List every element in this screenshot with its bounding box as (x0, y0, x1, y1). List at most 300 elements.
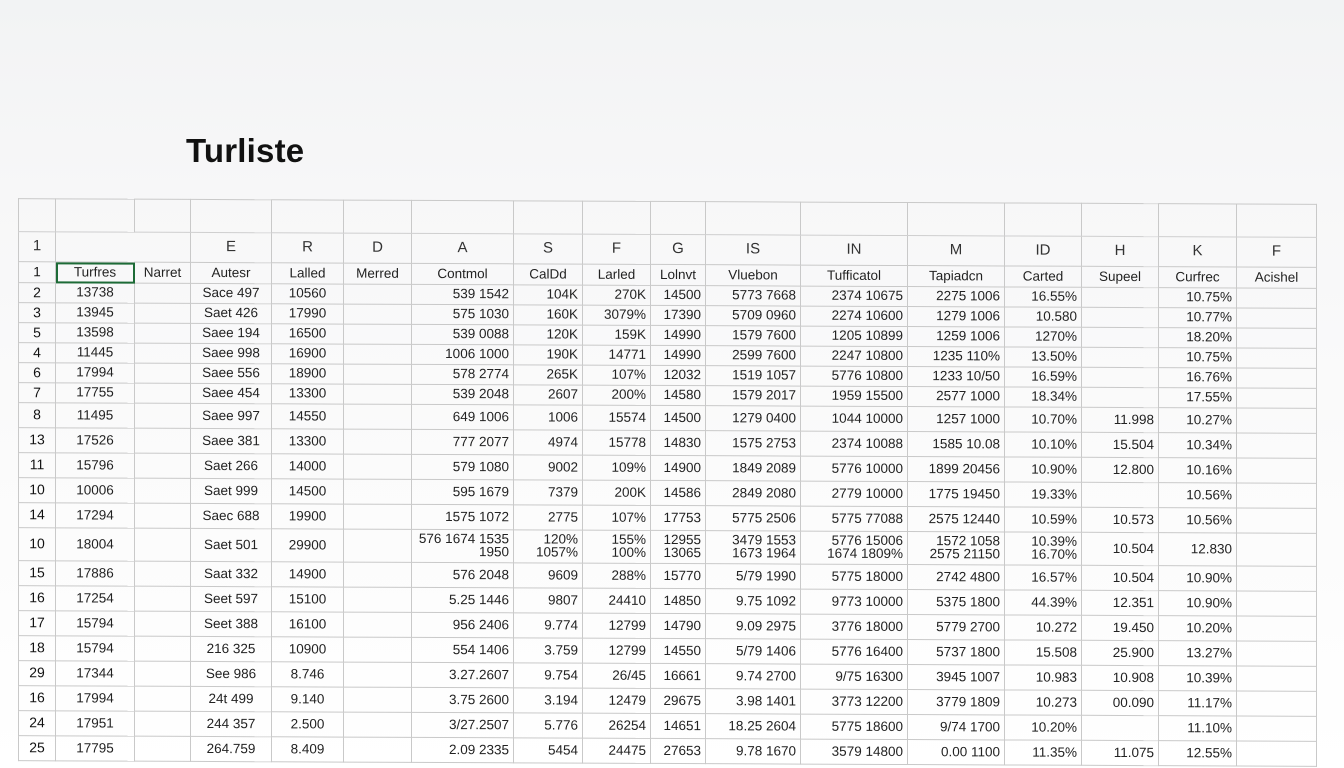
table-cell[interactable]: 1959 15500 (801, 386, 908, 406)
table-cell[interactable]: 17990 (272, 304, 344, 324)
table-cell[interactable]: 288% (583, 563, 651, 588)
table-cell[interactable] (135, 403, 191, 428)
table-cell[interactable] (1237, 328, 1317, 348)
header-cell[interactable]: Larled (583, 264, 651, 285)
table-cell[interactable]: Saee 381 (191, 428, 272, 453)
table-cell[interactable] (1237, 348, 1317, 368)
row-number[interactable]: 1 (19, 262, 56, 283)
table-cell[interactable]: 1270% (1005, 327, 1082, 347)
table-cell[interactable]: 3945 1007 (908, 665, 1005, 690)
header-cell[interactable]: Narret (135, 262, 191, 283)
row-number[interactable]: 14 (19, 503, 56, 528)
table-cell[interactable]: 14900 (272, 562, 344, 587)
table-cell[interactable]: 3.194 (514, 688, 583, 713)
table-cell[interactable]: 1235 110% (908, 347, 1005, 367)
table-cell[interactable] (344, 284, 412, 304)
header-cell[interactable]: Autesr (191, 262, 272, 283)
table-cell[interactable]: 14900 (651, 455, 706, 480)
table-cell[interactable]: Saet 501 (191, 528, 272, 561)
table-cell[interactable]: 14500 (651, 405, 706, 430)
table-cell[interactable] (1237, 691, 1317, 716)
table-cell[interactable]: 17753 (651, 505, 706, 530)
table-cell[interactable]: 5775 18600 (801, 714, 908, 739)
table-cell[interactable]: 17755 (56, 383, 135, 403)
table-cell[interactable]: 29675 (651, 688, 706, 713)
header-cell-selected[interactable]: Turfres (56, 262, 135, 283)
table-cell[interactable]: 1579 2017 (706, 386, 801, 406)
table-cell[interactable] (135, 323, 191, 343)
table-cell[interactable]: 3.27.2607 (412, 662, 514, 687)
table-cell[interactable]: 16.76% (1159, 368, 1237, 388)
table-cell[interactable]: 8.746 (272, 662, 344, 687)
table-cell[interactable]: 3.98 1401 (706, 689, 801, 714)
table-cell[interactable]: 16.59% (1005, 367, 1082, 387)
table-cell[interactable] (135, 363, 191, 383)
table-cell[interactable]: 10.90% (1159, 591, 1237, 616)
header-cell[interactable]: Vluebon (706, 265, 801, 286)
table-cell[interactable]: 3079% (583, 305, 651, 325)
table-cell[interactable]: 5/79 1406 (706, 639, 801, 664)
column-letter[interactable]: F (1237, 237, 1317, 267)
table-cell[interactable]: 15794 (56, 611, 135, 636)
table-cell[interactable] (344, 404, 412, 429)
table-cell[interactable]: 15794 (56, 636, 135, 661)
table-cell[interactable] (135, 661, 191, 686)
table-cell[interactable]: 24t 499 (191, 686, 272, 711)
table-cell[interactable]: 12799 (583, 638, 651, 663)
table-cell[interactable] (135, 611, 191, 636)
table-cell[interactable]: 16661 (651, 663, 706, 688)
table-cell[interactable]: 3.759 (514, 638, 583, 663)
table-cell[interactable]: 00.090 (1082, 690, 1159, 715)
column-letter[interactable]: E (191, 232, 272, 262)
table-cell[interactable]: 956 2406 (412, 612, 514, 637)
table-cell[interactable] (1237, 616, 1317, 641)
table-cell[interactable] (135, 636, 191, 661)
table-cell[interactable]: 270K (583, 285, 651, 305)
table-cell[interactable]: 12.830 (1159, 533, 1237, 566)
table-cell[interactable]: 14990 (651, 325, 706, 345)
table-cell[interactable]: 17886 (56, 561, 135, 586)
table-cell[interactable]: 2374 10088 (801, 431, 908, 456)
table-cell[interactable]: 14790 (651, 613, 706, 638)
table-cell[interactable]: Saet 999 (191, 478, 272, 503)
table-cell[interactable] (344, 562, 412, 587)
table-cell[interactable]: 576 2048 (412, 562, 514, 587)
table-cell[interactable]: 11.35% (1005, 740, 1082, 765)
table-cell[interactable]: 16100 (272, 612, 344, 637)
table-cell[interactable]: 18.20% (1159, 328, 1237, 348)
table-cell[interactable]: 19900 (272, 504, 344, 529)
header-cell[interactable]: Supeel (1082, 266, 1159, 287)
table-cell[interactable]: 200K (583, 480, 651, 505)
table-cell[interactable] (1237, 591, 1317, 616)
table-cell[interactable]: 575 1030 (412, 304, 514, 324)
column-letter[interactable]: IN (801, 235, 908, 265)
row-number[interactable]: 7 (19, 383, 56, 403)
table-cell[interactable] (135, 283, 191, 303)
table-cell[interactable]: 1233 10/50 (908, 367, 1005, 387)
table-cell[interactable]: 2374 10675 (801, 286, 908, 306)
table-cell[interactable]: 10.580 (1005, 307, 1082, 327)
table-cell[interactable]: 9609 (514, 563, 583, 588)
table-cell[interactable]: 10.56% (1159, 483, 1237, 508)
spreadsheet-grid[interactable] (18, 198, 1317, 767)
table-cell[interactable] (1082, 367, 1159, 387)
table-cell[interactable]: 5/79 1990 (706, 564, 801, 589)
column-letter[interactable]: IS (706, 235, 801, 265)
table-cell[interactable]: 5775 18000 (801, 564, 908, 589)
table-cell[interactable]: 2742 4800 (908, 565, 1005, 590)
table-cell[interactable] (344, 587, 412, 612)
table-cell[interactable]: 15.504 (1082, 432, 1159, 457)
table-cell[interactable]: 12.55% (1159, 741, 1237, 766)
row-number[interactable]: 3 (19, 303, 56, 323)
table-cell[interactable]: 579 1080 (412, 454, 514, 479)
table-cell[interactable]: 5776 16400 (801, 639, 908, 664)
table-cell[interactable]: 15770 (651, 563, 706, 588)
table-cell[interactable]: 3579 14800 (801, 739, 908, 764)
table-cell[interactable] (344, 712, 412, 737)
table-cell[interactable]: 15574 (583, 405, 651, 430)
header-cell[interactable]: Lalled (272, 263, 344, 284)
table-cell[interactable]: 17294 (56, 503, 135, 528)
column-letter[interactable]: H (1082, 236, 1159, 266)
table-cell[interactable]: 13.50% (1005, 347, 1082, 367)
table-cell[interactable]: 14500 (651, 285, 706, 305)
table-cell[interactable] (135, 561, 191, 586)
table-cell[interactable] (1237, 308, 1317, 328)
table-cell[interactable] (135, 711, 191, 736)
row-number[interactable]: 8 (19, 403, 56, 428)
table-cell[interactable]: 10.34% (1159, 433, 1237, 458)
table-cell[interactable]: 10.90% (1159, 566, 1237, 591)
table-cell[interactable]: 1775 19450 (908, 482, 1005, 507)
table-cell[interactable]: 5454 (514, 738, 583, 763)
table-cell[interactable]: 12799 (583, 613, 651, 638)
table-cell[interactable]: 9807 (514, 588, 583, 613)
table-cell[interactable]: 554 1406 (412, 637, 514, 662)
table-cell[interactable]: 9.78 1670 (706, 739, 801, 764)
table-cell[interactable]: 19.33% (1005, 482, 1082, 507)
table-cell[interactable]: 9.75 1092 (706, 589, 801, 614)
table-cell[interactable] (344, 454, 412, 479)
column-letter[interactable]: D (344, 233, 412, 263)
table-cell[interactable]: 17526 (56, 428, 135, 453)
table-cell[interactable]: 14000 (272, 454, 344, 479)
table-cell[interactable]: Saee 556 (191, 363, 272, 383)
table-cell[interactable]: 539 0088 (412, 324, 514, 344)
table-cell[interactable]: 5773 7668 (706, 286, 801, 306)
table-cell[interactable]: 7379 (514, 480, 583, 505)
table-cell[interactable] (1082, 327, 1159, 347)
table-cell[interactable]: 9/74 1700 (908, 715, 1005, 740)
table-cell[interactable]: 5775 2506 (706, 506, 801, 531)
table-cell[interactable]: 18900 (272, 364, 344, 384)
table-cell[interactable]: 9/75 16300 (801, 664, 908, 689)
header-cell[interactable]: Carted (1005, 266, 1082, 287)
table-cell[interactable] (135, 383, 191, 403)
table-cell[interactable] (344, 662, 412, 687)
table-cell[interactable]: 10.504 (1082, 565, 1159, 590)
table-cell[interactable]: 14550 (272, 404, 344, 429)
table-cell[interactable]: 10.573 (1082, 507, 1159, 532)
table-cell[interactable] (344, 504, 412, 529)
table-cell[interactable]: 10.16% (1159, 458, 1237, 483)
table-cell[interactable]: 5709 0960 (706, 306, 801, 326)
table-cell[interactable]: 265K (514, 365, 583, 385)
column-letter[interactable]: K (1159, 237, 1237, 267)
table-cell[interactable]: 3.75 2600 (412, 687, 514, 712)
row-number[interactable]: 5 (19, 323, 56, 343)
table-cell[interactable]: 17.55% (1159, 388, 1237, 408)
row-number[interactable]: 4 (19, 343, 56, 363)
table-cell[interactable]: 9.74 2700 (706, 664, 801, 689)
table-cell[interactable]: 1899 20456 (908, 457, 1005, 482)
row-number[interactable]: 17 (19, 611, 56, 636)
table-cell[interactable]: 200% (583, 385, 651, 405)
table-cell[interactable]: 16500 (272, 324, 344, 344)
table-cell[interactable]: 17994 (56, 686, 135, 711)
table-cell[interactable] (135, 343, 191, 363)
table-cell[interactable]: 2575 12440 (908, 507, 1005, 532)
table-cell[interactable] (1237, 716, 1317, 741)
table-cell[interactable]: 24475 (583, 738, 651, 763)
table-cell[interactable]: 2607 (514, 385, 583, 405)
table-cell[interactable] (1237, 641, 1317, 666)
table-cell[interactable]: 10.983 (1005, 665, 1082, 690)
table-cell[interactable]: Saee 997 (191, 403, 272, 428)
table-cell[interactable] (1082, 307, 1159, 327)
row-number[interactable]: 16 (19, 586, 56, 611)
table-cell[interactable]: 24410 (583, 588, 651, 613)
table-cell[interactable] (1237, 741, 1317, 766)
table-cell[interactable]: 1849 2089 (706, 456, 801, 481)
table-cell[interactable]: 5.776 (514, 713, 583, 738)
table-cell[interactable] (344, 324, 412, 344)
table-cell[interactable]: 44.39% (1005, 590, 1082, 615)
table-cell[interactable]: 14771 (583, 345, 651, 365)
table-cell[interactable]: 1585 10.08 (908, 432, 1005, 457)
table-cell[interactable]: 107% (583, 365, 651, 385)
table-cell[interactable]: 2577 1000 (908, 387, 1005, 407)
table-cell[interactable]: 17795 (56, 736, 135, 761)
header-cell[interactable]: Merred (344, 263, 412, 284)
table-cell[interactable]: 107% (583, 505, 651, 530)
table-cell[interactable] (344, 637, 412, 662)
table-cell[interactable] (1237, 458, 1317, 483)
table-cell[interactable]: 9.754 (514, 663, 583, 688)
column-letter[interactable]: A (412, 233, 514, 263)
table-cell[interactable]: 1579 7600 (706, 326, 801, 346)
table-cell[interactable]: Saet 266 (191, 453, 272, 478)
table-cell[interactable]: 0.00 1100 (908, 740, 1005, 765)
table-cell[interactable]: 13738 (56, 283, 135, 303)
table-cell[interactable]: 1279 0400 (706, 406, 801, 431)
table-cell[interactable] (135, 686, 191, 711)
table-cell[interactable]: 17994 (56, 363, 135, 383)
table-cell[interactable]: 12479 (583, 688, 651, 713)
table-cell[interactable]: 1259 1006 (908, 327, 1005, 347)
table-cell[interactable]: 15100 (272, 587, 344, 612)
header-cell[interactable]: Tapiadcn (908, 266, 1005, 287)
table-cell[interactable]: 2274 10600 (801, 306, 908, 326)
table-cell[interactable]: 11.075 (1082, 740, 1159, 765)
table-cell[interactable] (1237, 508, 1317, 533)
table-cell[interactable]: 26254 (583, 713, 651, 738)
table-cell[interactable]: 1279 1006 (908, 307, 1005, 327)
column-letter[interactable] (56, 232, 191, 263)
table-cell[interactable]: 17951 (56, 711, 135, 736)
table-cell[interactable]: 1205 10899 (801, 326, 908, 346)
table-cell[interactable]: 264.759 (191, 736, 272, 761)
table-cell[interactable]: 15778 (583, 430, 651, 455)
row-number[interactable]: 24 (19, 711, 56, 736)
table-cell[interactable]: 12032 (651, 365, 706, 385)
table-cell[interactable] (344, 479, 412, 504)
table-cell[interactable]: 2275 1006 (908, 287, 1005, 307)
table-cell[interactable]: 5737 1800 (908, 640, 1005, 665)
table-cell[interactable]: 3779 1809 (908, 690, 1005, 715)
table-cell[interactable]: Saat 332 (191, 561, 272, 586)
table-cell[interactable]: 14651 (651, 713, 706, 738)
table-cell[interactable]: 10.20% (1005, 715, 1082, 740)
table-cell[interactable]: 576 1674 1535 1950 (412, 529, 514, 562)
table-cell[interactable]: 2775 (514, 505, 583, 530)
table-cell[interactable]: 10.39% (1159, 666, 1237, 691)
table-cell[interactable]: 2599 7600 (706, 346, 801, 366)
table-cell[interactable]: 10.273 (1005, 690, 1082, 715)
column-letter[interactable]: M (908, 236, 1005, 266)
table-cell[interactable] (344, 612, 412, 637)
table-cell[interactable]: 11445 (56, 343, 135, 363)
table-cell[interactable] (1237, 408, 1317, 433)
row-number[interactable]: 18 (19, 636, 56, 661)
table-cell[interactable]: 26/45 (583, 663, 651, 688)
table-cell[interactable]: Seet 388 (191, 611, 272, 636)
table-cell[interactable]: 1572 1058 2575 21150 (908, 532, 1005, 565)
row-number[interactable]: 16 (19, 686, 56, 711)
table-cell[interactable] (344, 304, 412, 324)
table-cell[interactable]: 10.75% (1159, 348, 1237, 368)
table-cell[interactable] (135, 478, 191, 503)
header-cell[interactable]: Acishel (1237, 267, 1317, 288)
table-cell[interactable]: 10.59% (1005, 507, 1082, 532)
column-letter[interactable]: F (583, 234, 651, 264)
table-cell[interactable]: 9.140 (272, 687, 344, 712)
table-cell[interactable] (1237, 368, 1317, 388)
table-cell[interactable]: 10.56% (1159, 508, 1237, 533)
table-cell[interactable]: 10.504 (1082, 532, 1159, 565)
table-cell[interactable]: 10.90% (1005, 457, 1082, 482)
table-cell[interactable]: 2.09 2335 (412, 737, 514, 762)
table-cell[interactable]: Sace 497 (191, 283, 272, 303)
table-cell[interactable]: 15.508 (1005, 640, 1082, 665)
table-cell[interactable]: 9.09 2975 (706, 614, 801, 639)
table-cell[interactable] (135, 586, 191, 611)
table-cell[interactable]: 10.20% (1159, 616, 1237, 641)
table-cell[interactable]: 1006 1000 (412, 344, 514, 364)
row-number[interactable]: 25 (19, 736, 56, 761)
table-cell[interactable]: 11.17% (1159, 691, 1237, 716)
table-cell[interactable] (1237, 666, 1317, 691)
table-cell[interactable]: 5776 15006 1674 1809% (801, 531, 908, 564)
table-cell[interactable]: 1006 (514, 405, 583, 430)
row-number[interactable]: 13 (19, 428, 56, 453)
table-cell[interactable]: 578 2774 (412, 364, 514, 384)
table-cell[interactable]: 10.27% (1159, 408, 1237, 433)
table-cell[interactable] (1082, 347, 1159, 367)
table-cell[interactable]: 16.55% (1005, 287, 1082, 307)
table-cell[interactable]: 12955 13065 (651, 530, 706, 563)
table-cell[interactable]: 14830 (651, 430, 706, 455)
table-cell[interactable]: 17254 (56, 586, 135, 611)
table-cell[interactable]: 104K (514, 285, 583, 305)
table-cell[interactable] (1082, 482, 1159, 507)
table-cell[interactable]: 10900 (272, 637, 344, 662)
table-cell[interactable]: 17390 (651, 305, 706, 325)
table-cell[interactable]: 15796 (56, 453, 135, 478)
header-cell[interactable]: Curfrec (1159, 267, 1237, 288)
table-cell[interactable]: 12.800 (1082, 457, 1159, 482)
column-letter[interactable]: G (651, 234, 706, 264)
table-cell[interactable] (1237, 483, 1317, 508)
table-cell[interactable] (344, 384, 412, 404)
table-cell[interactable]: Seet 597 (191, 586, 272, 611)
table-cell[interactable]: 14990 (651, 345, 706, 365)
table-cell[interactable] (135, 528, 191, 561)
table-cell[interactable]: 14586 (651, 480, 706, 505)
table-cell[interactable]: 27653 (651, 738, 706, 763)
table-cell[interactable]: 9.774 (514, 613, 583, 638)
table-cell[interactable] (135, 453, 191, 478)
table-cell[interactable]: 120% 1057% (514, 530, 583, 563)
table-cell[interactable]: 18.25 2604 (706, 714, 801, 739)
table-cell[interactable]: 1575 2753 (706, 431, 801, 456)
table-cell[interactable]: 2247 10800 (801, 346, 908, 366)
header-cell[interactable]: Tufficatol (801, 265, 908, 286)
table-cell[interactable]: Saet 426 (191, 303, 272, 323)
table-cell[interactable]: 13.27% (1159, 641, 1237, 666)
table-cell[interactable]: 3773 12200 (801, 689, 908, 714)
row-number[interactable]: 10 (19, 528, 56, 561)
table-cell[interactable]: 5776 10800 (801, 366, 908, 386)
table-cell[interactable]: 120K (514, 325, 583, 345)
table-cell[interactable]: 14580 (651, 385, 706, 405)
table-cell[interactable] (344, 364, 412, 384)
table-cell[interactable] (344, 344, 412, 364)
row-number[interactable]: 29 (19, 661, 56, 686)
table-cell[interactable] (1082, 715, 1159, 740)
table-cell[interactable]: 9773 10000 (801, 589, 908, 614)
table-cell[interactable]: 11.10% (1159, 716, 1237, 741)
table-cell[interactable]: 1257 1000 (908, 407, 1005, 432)
table-cell[interactable]: Saee 454 (191, 383, 272, 403)
table-cell[interactable] (344, 737, 412, 762)
table-cell[interactable] (1237, 288, 1317, 308)
table-cell[interactable] (135, 303, 191, 323)
table-cell[interactable]: 18.34% (1005, 387, 1082, 407)
table-cell[interactable]: 3776 18000 (801, 614, 908, 639)
table-cell[interactable]: 10.75% (1159, 288, 1237, 308)
table-cell[interactable]: Saee 998 (191, 343, 272, 363)
table-cell[interactable] (1237, 388, 1317, 408)
row-number[interactable]: 11 (19, 453, 56, 478)
table-cell[interactable]: Saee 194 (191, 323, 272, 343)
table-cell[interactable]: 155% 100% (583, 530, 651, 563)
table-cell[interactable]: 18004 (56, 528, 135, 561)
table-cell[interactable]: 19.450 (1082, 615, 1159, 640)
